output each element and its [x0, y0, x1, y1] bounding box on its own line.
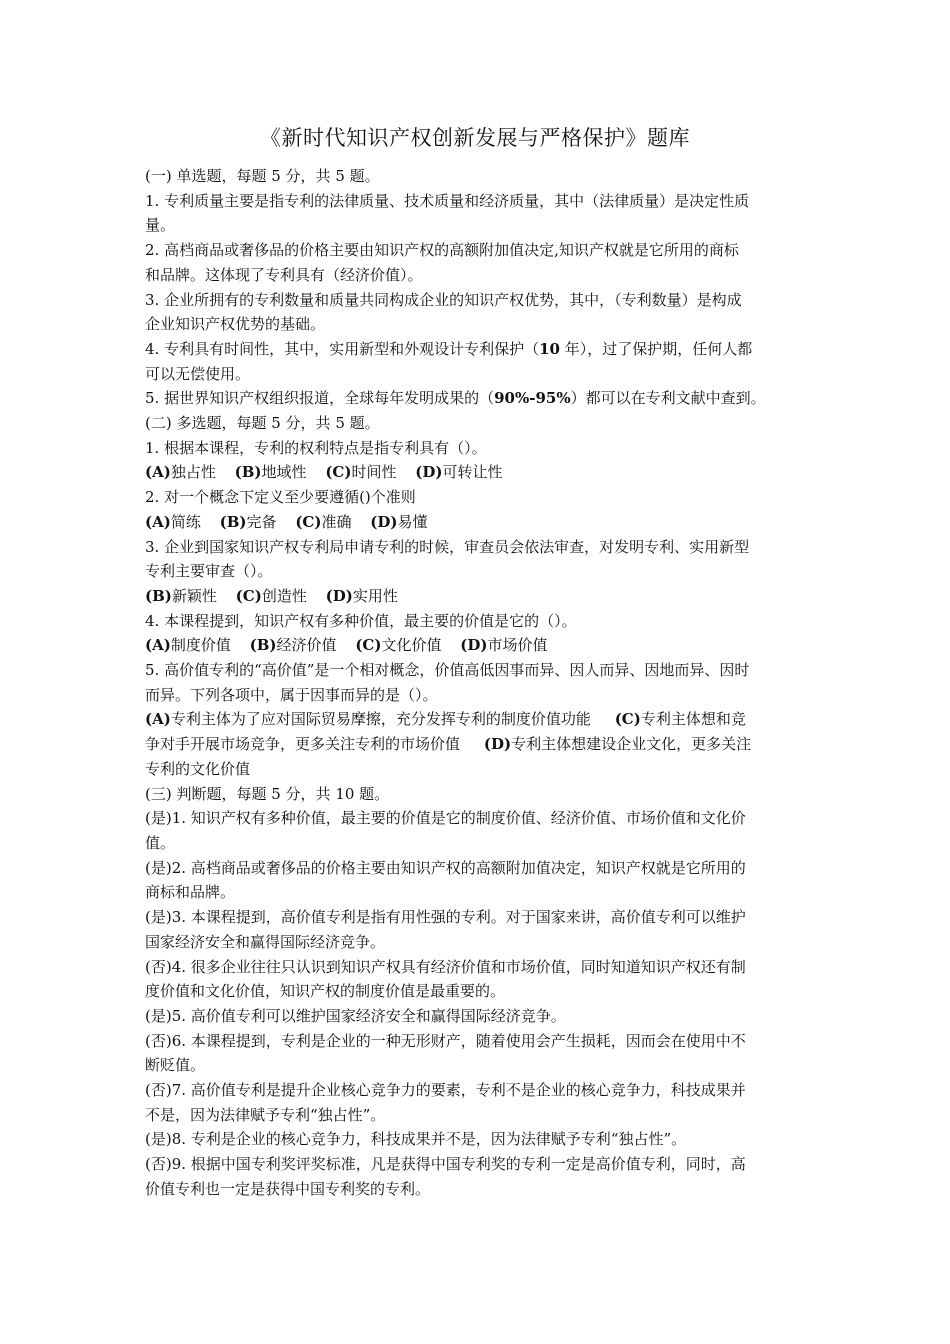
- single-q5-text-b: ）都可以在专利文献中查到。: [570, 389, 766, 408]
- single-q3-line2: 企业知识产权优势的基础。: [145, 315, 326, 334]
- multi-q5-option-d-text: 专利主体想建设企业文化，更多关注: [511, 735, 752, 754]
- multi-q1-text: 1. 根据本课程，专利的权利特点是指专利具有（）。: [145, 438, 487, 457]
- single-q2-line1: 2. 高档商品或奢侈品的价格主要由知识产权的高额附加值决定,知识产权就是它所用的商标: [145, 241, 739, 260]
- multi-q5-options-line3: 专利的文化价值: [145, 759, 251, 778]
- single-q5-answer: 90%-95%: [494, 389, 571, 408]
- multi-q2-option-c: (C)准确: [295, 512, 352, 531]
- multi-q2-text: 2. 对一个概念下定义至少要遵循()个准则: [145, 488, 416, 507]
- single-q1-line1: 1. 专利质量主要是指专利的法律质量、技术质量和经济质量，其中（法律质量）是决定性质: [145, 191, 750, 210]
- multi-q4-option-a: (A)制度价值: [145, 636, 231, 655]
- section-header-multiple-choice: (二) 多选题，每题 5 分，共 5 题。: [145, 414, 380, 433]
- single-q4-line2: 可以无偿使用。: [145, 364, 251, 383]
- multi-q4-option-c: (C)文化价值: [355, 636, 442, 655]
- multi-q4-option-b: (B)经济价值: [249, 636, 337, 655]
- judge-item-8-line1: (是)8. 专利是企业的核心竞争力，科技成果并不是，因为法律赋予专利“独占性”。: [145, 1130, 687, 1149]
- judge-item-7-line1: (否)7. 高价值专利是提升企业核心竞争力的要素，专利不是企业的核心竞争力，科技成果并: [145, 1081, 746, 1100]
- multi-q1-option-a: (A)独占性: [145, 463, 216, 482]
- multi-q4-options: [145, 633, 807, 658]
- multi-q5-option-a-text: 专利主体为了应对国际贸易摩擦，充分发挥专利的制度价值功能: [170, 710, 591, 729]
- judge-item-6-line1: (否)6. 本课程提到，专利是企业的一种无形财产，随着使用会产生损耗，因而会在使用中不: [145, 1031, 746, 1050]
- multi-q4-text: 4. 本课程提到，知识产权有多种价值，最主要的价值是它的（）。: [145, 611, 577, 630]
- judge-item-9-line1: (否)9. 根据中国专利奖评奖标准，凡是获得中国专利奖的专利一定是高价值专利，同时，高: [145, 1155, 746, 1174]
- multi-q5-options-line1: [145, 707, 807, 732]
- multi-q5-options-line2: [145, 732, 807, 757]
- judge-item-2-line2: 商标和品牌。: [145, 883, 236, 902]
- section-header-true-false: (三) 判断题，每题 5 分，共 10 题。: [145, 784, 390, 803]
- multi-q3-options: [145, 584, 807, 609]
- single-q5-text-a: 5. 据世界知识产权组织报道，全球每年发明成果的（: [145, 389, 495, 408]
- multi-q3-option-b: (B)新颖性: [145, 586, 217, 605]
- judge-item-6-line2: 断贬值。: [145, 1056, 206, 1075]
- single-q4-text-b: 年），过了保护期，任何人都: [559, 339, 753, 358]
- section-header-single-choice: (一) 单选题，每题 5 分，共 5 题。: [145, 167, 380, 185]
- judge-item-9-line2: 价值专利也一定是获得中国专利奖的专利。: [145, 1179, 431, 1198]
- multi-q1-options: [145, 460, 807, 485]
- multi-q2-option-b: (B)完备: [219, 512, 277, 531]
- single-q3-line1: 3. 企业所拥有的专利数量和质量共同构成企业的知识产权优势，其中，（专利数量）是构成: [145, 290, 742, 309]
- multi-q5-option-c-label: (C): [614, 710, 641, 729]
- document-body: [145, 164, 807, 1202]
- multi-q1-option-b: (B)地域性: [234, 463, 307, 482]
- multi-q5-option-c-cont: 争对手开展市场竞争，更多关注专利的市场价值: [145, 735, 461, 754]
- single-q1-line2: 量。: [145, 216, 176, 235]
- multi-q5-option-c-text: 专利主体想和竞: [640, 710, 746, 729]
- single-q4-text-a: 4. 专利具有时间性，其中，实用新型和外观设计专利保护（: [145, 339, 540, 358]
- single-q5-line1: [145, 386, 807, 411]
- judge-item-5-line1: (是)5. 高价值专利可以维护国家经济安全和赢得国际经济竞争。: [145, 1006, 566, 1025]
- multi-q5-option-a-label: (A): [145, 710, 171, 729]
- multi-q3-line1: 3. 企业到国家知识产权专利局申请专利的时候，审查员会依法审查，对发明专利、实用新型: [145, 537, 750, 556]
- multi-q3-line2: 专利主要审查（）。: [145, 562, 273, 581]
- multi-q1-option-c: (C)时间性: [325, 463, 397, 482]
- judge-item-1-line1: (是)1. 知识产权有多种价值，最主要的价值是它的制度价值、经济价值、市场价值和文化价: [145, 809, 746, 828]
- multi-q1-option-d: (D)可转让性: [415, 463, 503, 482]
- single-q2-line2: 和品牌。这体现了专利具有（经济价值）。: [145, 265, 423, 284]
- multi-q5-line2: 而异。下列各项中，属于因事而异的是（）。: [145, 685, 438, 704]
- single-q4-line1: [145, 337, 807, 362]
- multi-q2-option-d: (D)易懂: [370, 512, 428, 531]
- judge-item-7-line2: 不是，因为法律赋予专利“独占性”。: [145, 1105, 386, 1124]
- multi-q2-options: [145, 510, 807, 535]
- single-q4-answer: 10: [539, 339, 560, 358]
- document-title: 《新时代知识产权创新发展与严格保护》题库: [260, 126, 690, 150]
- judge-item-1-line2: 值。: [145, 833, 176, 852]
- judge-item-3-line2: 国家经济安全和赢得国际经济竞争。: [145, 932, 386, 951]
- judge-item-4-line2: 度价值和文化价值，知识产权的制度价值是最重要的。: [145, 982, 506, 1001]
- multi-q3-option-c: (C)创造性: [235, 586, 307, 605]
- multi-q5-line1: 5. 高价值专利的“高价值”是一个相对概念，价值高低因事而异、因人而异、因地而异、因时: [145, 661, 750, 680]
- multi-q4-option-d: (D)市场价值: [460, 636, 548, 655]
- judge-item-4-line1: (否)4. 很多企业往往只认识到知识产权具有经济价值和市场价值，同时知道知识产权还有制: [145, 957, 746, 976]
- multi-q5-option-d-label: (D): [483, 735, 512, 754]
- judge-item-3-line1: (是)3. 本课程提到，高价值专利是指有用性强的专利。对于国家来讲，高价值专利可以维护: [145, 908, 746, 927]
- multi-q2-option-a: (A)简练: [145, 512, 201, 531]
- multi-q3-option-d: (D)实用性: [325, 586, 398, 605]
- judge-item-2-line1: (是)2. 高档商品或奢侈品的价格主要由知识产权的高额附加值决定，知识产权就是它所用的: [145, 858, 746, 877]
